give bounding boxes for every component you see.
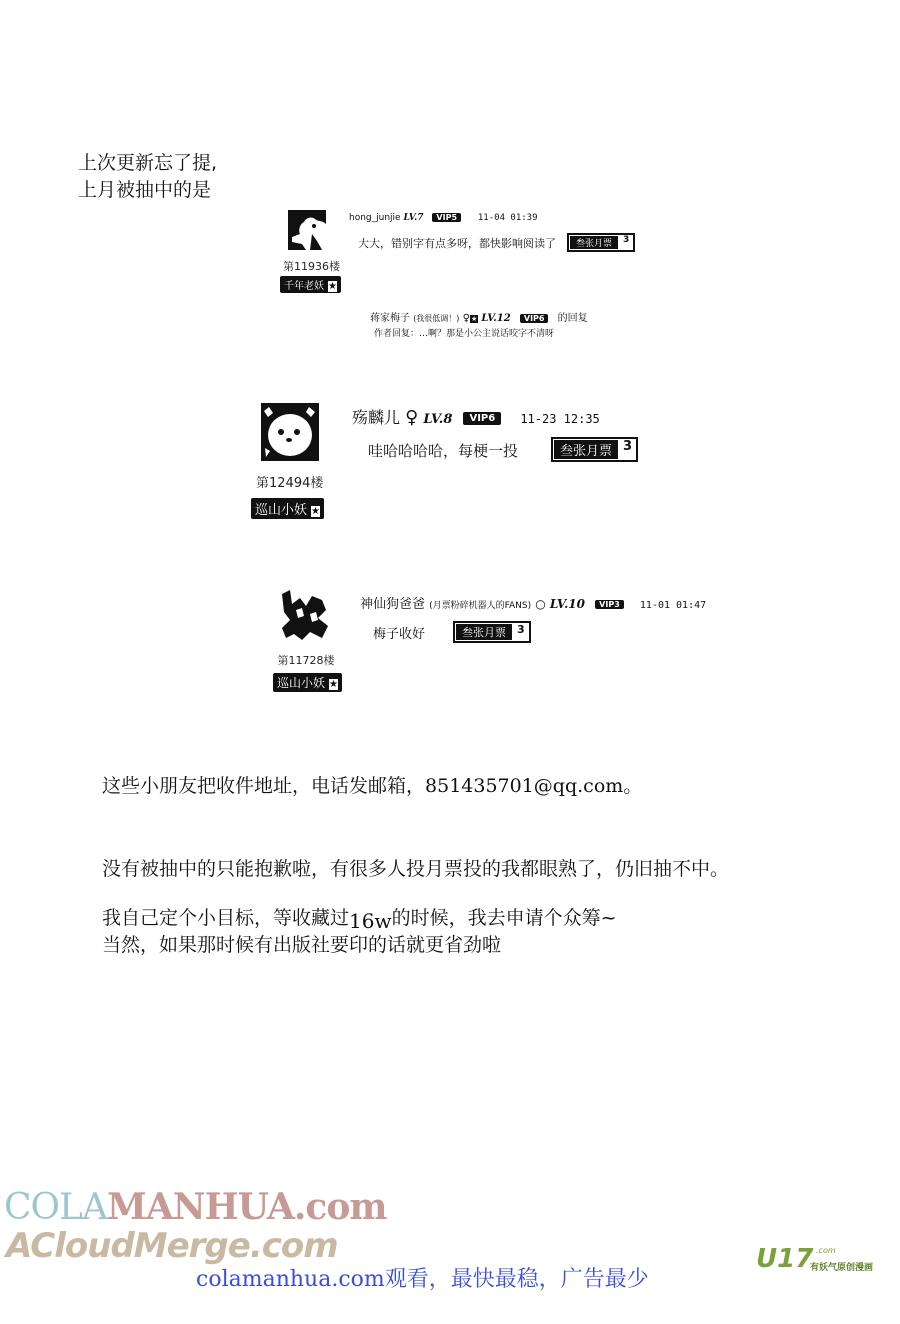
comment-meta <box>360 593 706 612</box>
level-badge: LV.7 <box>403 213 424 223</box>
author-reply-header <box>370 309 588 324</box>
u17-logo-com: .com <box>816 1246 836 1255</box>
intro-text <box>78 150 217 204</box>
intro-line-2: 上月被抽中的是 <box>78 179 212 201</box>
paragraph-apology: 没有被抽中的只能抱歉啦，有很多人投月票投的我都眼熟了，仍旧抽不中。 <box>102 858 730 880</box>
reply-user-note: (我很低调！) <box>413 314 460 323</box>
watermark-colamanhua <box>4 1186 386 1228</box>
user-note: (月票粉碎机器人的FANS) <box>429 601 532 611</box>
comment-meta <box>349 213 538 223</box>
level-badge: LV.10 <box>549 597 586 611</box>
username-link[interactable]: 殇麟儿 <box>352 408 401 427</box>
floor-number: 第12494楼 <box>256 476 324 491</box>
u17-logo-tagline: 有妖气原创漫画 <box>810 1263 874 1273</box>
paragraph-goal-b: 的时候，我去申请个众筹~ <box>391 907 617 929</box>
vip-badge: VIP6 <box>463 412 501 425</box>
reply-level-badge: LV.12 <box>481 313 511 324</box>
ticket-count: 3 <box>517 623 525 636</box>
rank-badge <box>280 276 341 293</box>
author-reply-body: 作者回复：…啊？那是小公主说话咬字不清呀 <box>374 329 555 339</box>
gender-female-icon: ♀ <box>462 313 470 324</box>
comment-meta <box>352 405 600 428</box>
floor-number: 第11728楼 <box>277 654 335 667</box>
avatar[interactable] <box>288 210 326 250</box>
rank-badge <box>273 673 342 692</box>
goal-number: 16w <box>349 909 392 933</box>
username-link[interactable]: 神仙狗爸爸 <box>360 597 426 612</box>
watermark-part-a: COLA <box>4 1187 107 1228</box>
paragraph-publisher: 当然，如果那时候有出版社要印的话就更省劲啦 <box>102 934 502 956</box>
paragraph-goal-a: 我自己定个小目标，等收藏过 <box>102 907 350 929</box>
intro-line-1: 上次更新忘了提, <box>78 152 218 174</box>
gender-unknown-icon: ○ <box>535 597 546 611</box>
watermark-acloudmerge: ACloudMerge.com <box>6 1226 338 1266</box>
comment-message: 哇哈哈哈哈，每梗一投 <box>368 442 519 460</box>
comment-time: 11-23 12:35 <box>520 412 600 426</box>
paragraph-address <box>102 771 642 798</box>
star-icon: ★ <box>329 679 338 690</box>
watermark-part-b: MANHUA.com <box>106 1186 387 1228</box>
username-link[interactable]: hong_junjie <box>349 213 401 223</box>
monthly-ticket-badge[interactable] <box>567 233 635 252</box>
rank-label: 千年老妖 <box>284 281 324 292</box>
rank-label: 巡山小妖 <box>255 503 308 518</box>
monthly-ticket-badge[interactable] <box>551 437 638 462</box>
paragraph-address-text: 这些小朋友把收件地址，电话发邮箱， <box>102 775 426 797</box>
comment-time: 11-01 01:47 <box>639 600 707 611</box>
star-icon: ★ <box>311 506 320 517</box>
ticket-count: 3 <box>623 235 630 245</box>
comment-message: 梅子收好 <box>373 627 426 642</box>
vip-badge: VIP3 <box>595 600 624 609</box>
avatar-image-icon <box>288 210 326 250</box>
ticket-label: 叁张月票 <box>455 623 513 641</box>
comment-time: 11-04 01:39 <box>477 213 538 223</box>
paragraph-goal <box>102 903 617 933</box>
floor-number: 第11936楼 <box>283 260 340 273</box>
vip-badge: VIP5 <box>432 213 461 222</box>
rank-badge <box>251 498 324 519</box>
badge-icon: ★ <box>470 315 478 323</box>
star-icon: ★ <box>328 281 337 292</box>
gender-female-icon: ♀ <box>405 407 419 428</box>
u17-logo-mark: U17 <box>756 1244 814 1274</box>
footer-notice: colamanhua.com观看，最快最稳，广告最少 <box>196 1267 649 1292</box>
level-badge: LV.8 <box>423 412 453 427</box>
avatar-image-icon <box>261 403 319 461</box>
avatar-image-icon <box>282 590 330 640</box>
reply-username[interactable]: 蒋家梅子 <box>370 313 410 324</box>
comment-message: 大大，错别字有点多呀，都快影响阅读了 <box>358 237 556 250</box>
avatar[interactable] <box>261 403 319 461</box>
reply-vip-badge: VIP6 <box>520 314 549 323</box>
ticket-label: 叁张月票 <box>569 235 619 250</box>
reply-suffix: 的回复 <box>557 313 588 324</box>
ticket-label: 叁张月票 <box>553 439 619 460</box>
u17-logo <box>756 1244 886 1276</box>
avatar[interactable] <box>282 590 330 640</box>
ticket-count: 3 <box>623 439 633 454</box>
monthly-ticket-badge[interactable] <box>453 621 531 643</box>
contact-email: 851435701@qq.com。 <box>425 775 643 797</box>
rank-label: 巡山小妖 <box>277 676 326 690</box>
